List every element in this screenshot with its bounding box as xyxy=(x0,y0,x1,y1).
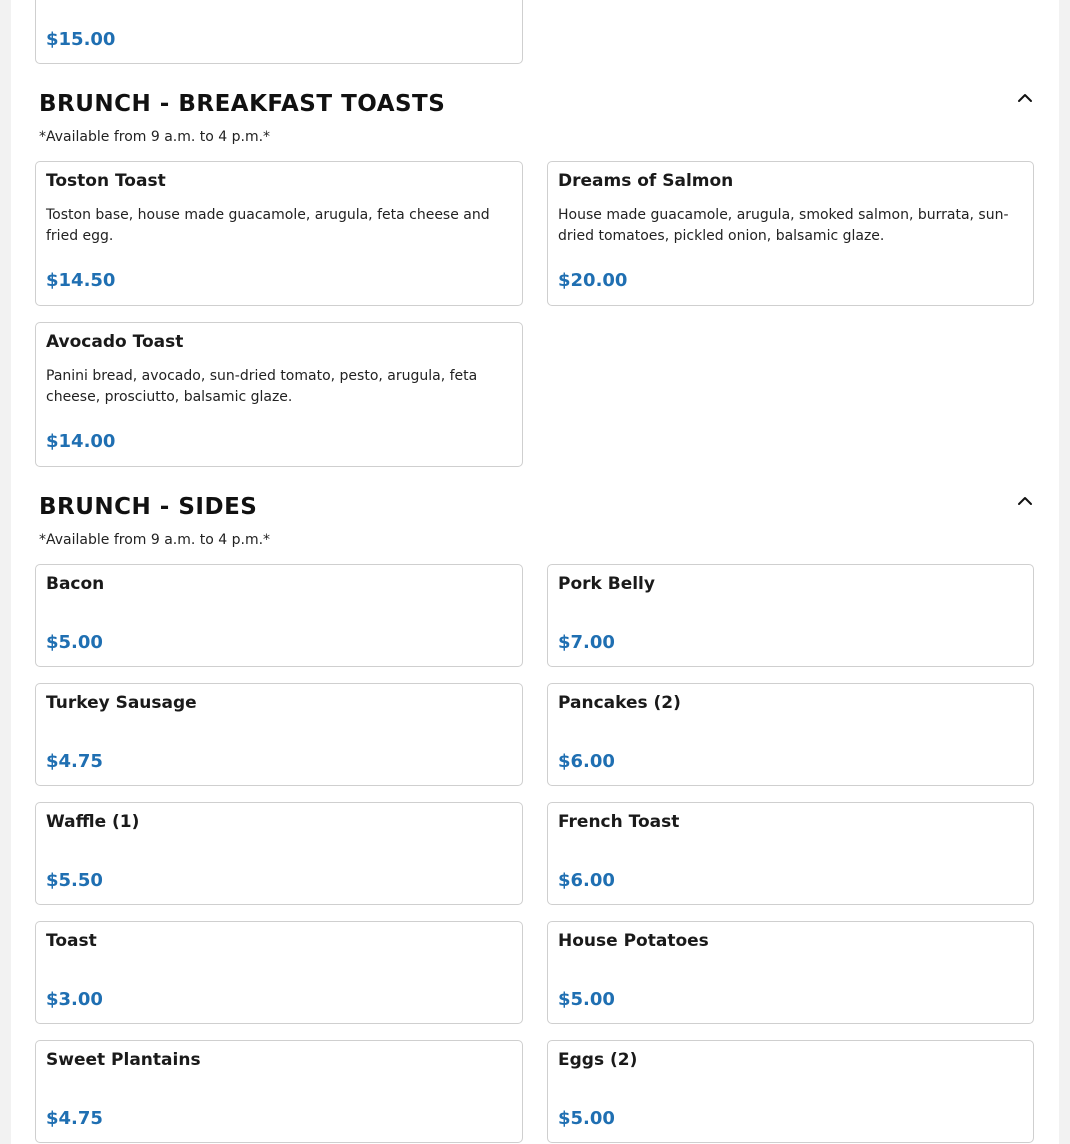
item-name: Eggs (2) xyxy=(558,1050,638,1070)
item-price: $4.75 xyxy=(46,1108,103,1129)
item-price: $5.00 xyxy=(46,632,103,653)
item-price: $20.00 xyxy=(558,270,628,291)
menu-item-card[interactable] xyxy=(547,161,1034,306)
item-name: Turkey Sausage xyxy=(46,693,197,713)
menu-item-card[interactable] xyxy=(547,921,1034,1024)
item-price: $6.00 xyxy=(558,870,615,891)
menu-item-card[interactable] xyxy=(35,322,523,467)
menu-item-card[interactable] xyxy=(547,683,1034,786)
item-name: Pancakes (2) xyxy=(558,693,681,713)
item-description: Toston base, house made guacamole, arugula, feta cheese and fried egg. xyxy=(46,207,490,244)
menu-item-card[interactable] xyxy=(35,683,523,786)
section-note: *Available from 9 a.m. to 4 p.m.* xyxy=(39,532,271,548)
item-name: Avocado Toast xyxy=(46,332,184,352)
item-name: Pork Belly xyxy=(558,574,655,594)
menu-item-card[interactable] xyxy=(547,1040,1034,1143)
menu-item-card[interactable] xyxy=(35,1040,523,1143)
item-price: $14.50 xyxy=(46,270,116,291)
menu-item-card[interactable] xyxy=(35,161,523,306)
item-price: $15.00 xyxy=(46,29,116,50)
chevron-up-icon[interactable] xyxy=(1014,90,1036,106)
menu-page xyxy=(11,0,1059,1144)
item-name: Toston Toast xyxy=(46,171,166,191)
menu-item-card[interactable] xyxy=(547,564,1034,667)
item-name: French Toast xyxy=(558,812,680,832)
item-description: Panini bread, avocado, sun-dried tomato, pesto, arugula, feta cheese, prosciutto, balsamic glaze. xyxy=(46,368,478,405)
item-name: Dreams of Salmon xyxy=(558,171,734,191)
item-description: House made guacamole, arugula, smoked salmon, burrata, sun-dried tomatoes, pickled onion, balsamic glaze. xyxy=(558,207,1009,244)
item-price: $4.75 xyxy=(46,751,103,772)
section-title: BRUNCH - BREAKFAST TOASTS xyxy=(39,91,446,117)
item-name: Waffle (1) xyxy=(46,812,140,832)
item-price: $3.00 xyxy=(46,989,103,1010)
item-name: Toast xyxy=(46,931,97,951)
item-price: $5.00 xyxy=(558,1108,615,1129)
section-note: *Available from 9 a.m. to 4 p.m.* xyxy=(39,129,271,145)
item-price: $5.00 xyxy=(558,989,615,1010)
item-name: Sweet Plantains xyxy=(46,1050,201,1070)
menu-item-card[interactable] xyxy=(547,802,1034,905)
item-price: $5.50 xyxy=(46,870,103,891)
item-price: $7.00 xyxy=(558,632,615,653)
menu-item-card[interactable] xyxy=(35,0,523,64)
section-title: BRUNCH - SIDES xyxy=(39,494,258,520)
item-price: $14.00 xyxy=(46,431,116,452)
item-name: House Potatoes xyxy=(558,931,709,951)
item-price: $6.00 xyxy=(558,751,615,772)
item-name: Bacon xyxy=(46,574,105,594)
chevron-up-icon[interactable] xyxy=(1014,493,1036,509)
menu-item-card[interactable] xyxy=(35,921,523,1024)
menu-item-card[interactable] xyxy=(35,564,523,667)
menu-item-card[interactable] xyxy=(35,802,523,905)
